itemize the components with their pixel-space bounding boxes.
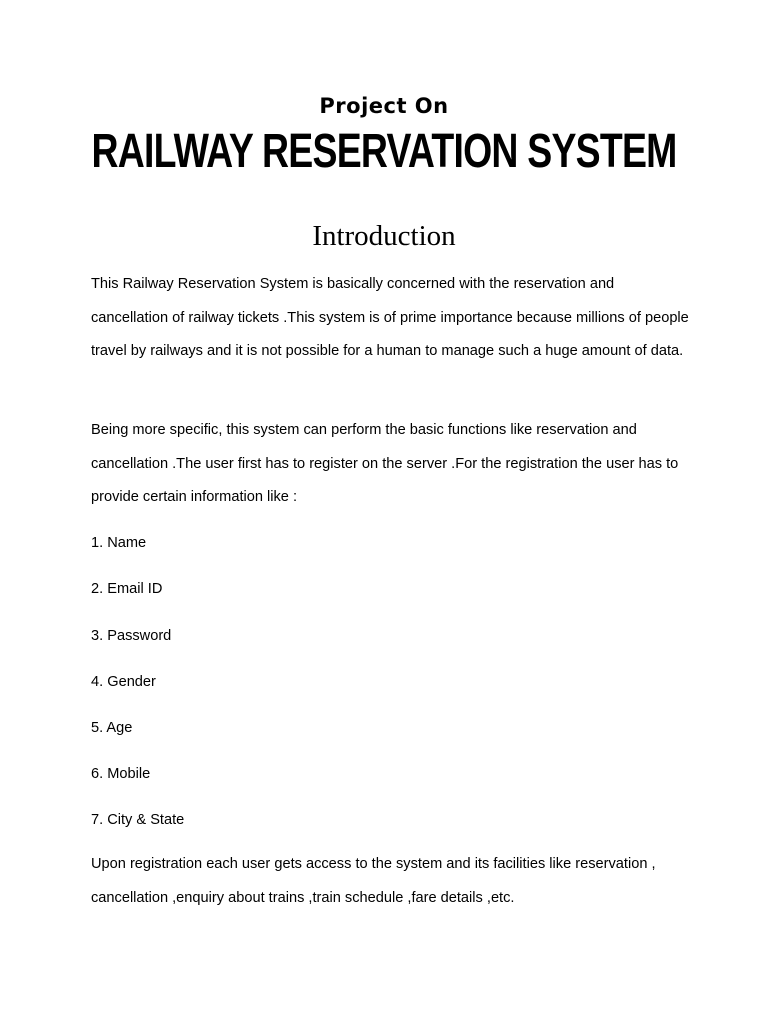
section-heading: Introduction xyxy=(312,220,456,252)
list-item: 1. Name xyxy=(91,535,147,551)
list-item: 3. Password xyxy=(91,628,172,644)
access-paragraph: Upon registration each user gets access to the system and its facilities like reservation , cancellation ,enquiry about trains ,train schedule ,fare details ,etc. xyxy=(91,856,656,906)
list-item: 2. Email ID xyxy=(91,581,163,597)
document-title: RAILWAY RESERVATION SYSTEM xyxy=(91,125,677,178)
list-item: 4. Gender xyxy=(91,674,156,690)
list-item: 6. Mobile xyxy=(91,766,151,782)
list-item: 7. City & State xyxy=(91,812,185,828)
list-item: 5. Age xyxy=(91,720,133,736)
document-subtitle: Project On xyxy=(319,94,449,118)
intro-paragraph: This Railway Reservation System is basically concerned with the reservation and cancellation of railway tickets .This system is of prime importance because millions of people travel by railways and it is not possible for a human to manage such a huge amount of data. xyxy=(91,276,689,359)
registration-paragraph: Being more specific, this system can perform the basic functions like reservation and cancellation .The user first has to register on the server .For the registration the user has to provide certain information like : xyxy=(91,422,679,505)
